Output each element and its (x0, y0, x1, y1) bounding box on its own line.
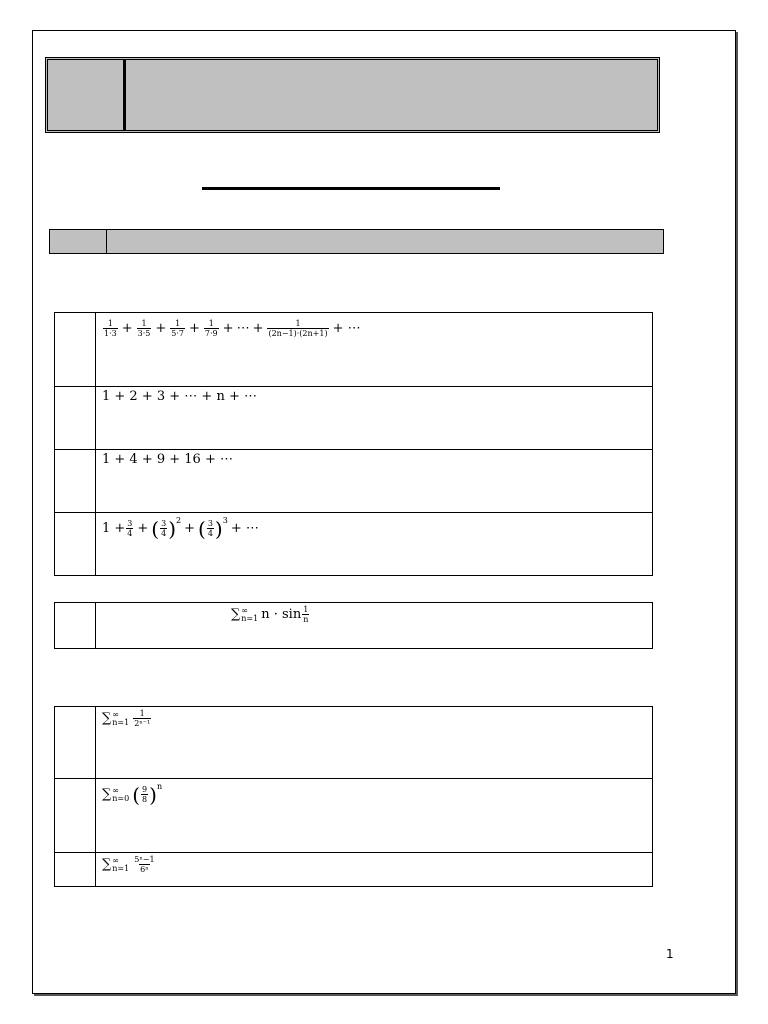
fraction: $\frac{9}{8}$ (142, 785, 148, 804)
section-bar (49, 229, 664, 254)
ellipsis: ⋯ (236, 321, 250, 336)
expression-cell (96, 779, 653, 853)
row-number-cell (55, 603, 96, 649)
row-number-cell (55, 853, 96, 887)
header-box (45, 57, 660, 133)
row-number-cell (55, 707, 96, 779)
fraction: $\frac{1}{7\cdot 9}$ (204, 319, 218, 338)
table-row (55, 450, 653, 513)
page-number: 1 (666, 947, 674, 961)
fraction: $\frac{3}{4}$ (161, 519, 167, 538)
row-number-cell (55, 387, 96, 450)
series-expression: 1 + $\frac{3}{4}$ + ( $\frac{3}{4}$ ) $^2$ + ( $\frac{3}{4}$ ) $^3$ + ⋯ (102, 516, 259, 541)
table-row (55, 779, 653, 853)
fraction: $\frac{1}{(2n-1)\cdot(2n+1)}$ (268, 319, 328, 338)
title-underline (202, 187, 500, 190)
table-row (55, 313, 653, 387)
row-number-cell (55, 513, 96, 576)
fraction: $\frac{1}{n}$ (303, 605, 309, 624)
expression-cell (96, 603, 653, 649)
expression-cell (96, 387, 653, 450)
fraction: $\frac{3}{4}$ (207, 519, 213, 538)
series-expression: $\frac{1}{1\cdot 3}$ + $\frac{1}{3\cdot 5}$ + $\frac{1}{5\cdot 7}$ + $\frac{1}{7\cdot 9}$ + ⋯ + $\frac{1}{(2n-1)\cdot(2n+1)}$ + ⋯ (104, 319, 361, 338)
series-expression: 1 + 4 + 9 + 16 + ⋯ (102, 452, 233, 467)
exercise-table-3 (54, 706, 653, 887)
exercise-table-2 (54, 602, 653, 649)
table-row (55, 853, 653, 887)
row-number-cell (55, 313, 96, 387)
sum-expression: ∑ ∞ n=0 ( $\frac{9}{8}$ ) $^n$ (102, 782, 163, 807)
sum-expression: ∑ ∞ n=1 $\frac{1}{\text{2ⁿ⁻¹}}$ (102, 709, 151, 728)
fraction: $\frac{1}{3\cdot 5}$ (137, 319, 151, 338)
expression-cell (96, 853, 653, 887)
fraction: $\frac{\text{5ⁿ−1}}{\text{6ⁿ}}$ (134, 855, 155, 874)
expression-cell (96, 707, 653, 779)
fraction: $\frac{1}{5\cdot 7}$ (171, 319, 185, 338)
expression-cell (96, 313, 653, 387)
fraction: $\frac{1}{\text{2ⁿ⁻¹}}$ (134, 709, 151, 728)
expression-cell (96, 513, 653, 576)
header-divider (123, 60, 126, 130)
series-expression: 1 + 2 + 3 + ⋯ + n + ⋯ (102, 389, 257, 404)
fraction: $\frac{3}{4}$ (127, 519, 133, 538)
exercise-table-1 (54, 312, 653, 576)
sum-expression: ∑ ∞ n=1 $\frac{\text{5ⁿ−1}}{\text{6ⁿ}}$ (102, 855, 155, 874)
expression-cell (96, 450, 653, 513)
section-bar-divider (106, 230, 107, 253)
series-tail: + ⋯ (332, 321, 361, 336)
sum-expression: ∑ ∞ n=1 n · sin $\frac{1}{n}$ (231, 605, 309, 624)
row-number-cell (55, 450, 96, 513)
row-number-cell (55, 779, 96, 853)
table-row (55, 707, 653, 779)
series-tail: + ⋯ (230, 521, 259, 536)
table-row (55, 387, 653, 450)
fraction: $\frac{1}{1\cdot 3}$ (104, 319, 117, 338)
table-row (55, 513, 653, 576)
table-row (55, 603, 653, 649)
